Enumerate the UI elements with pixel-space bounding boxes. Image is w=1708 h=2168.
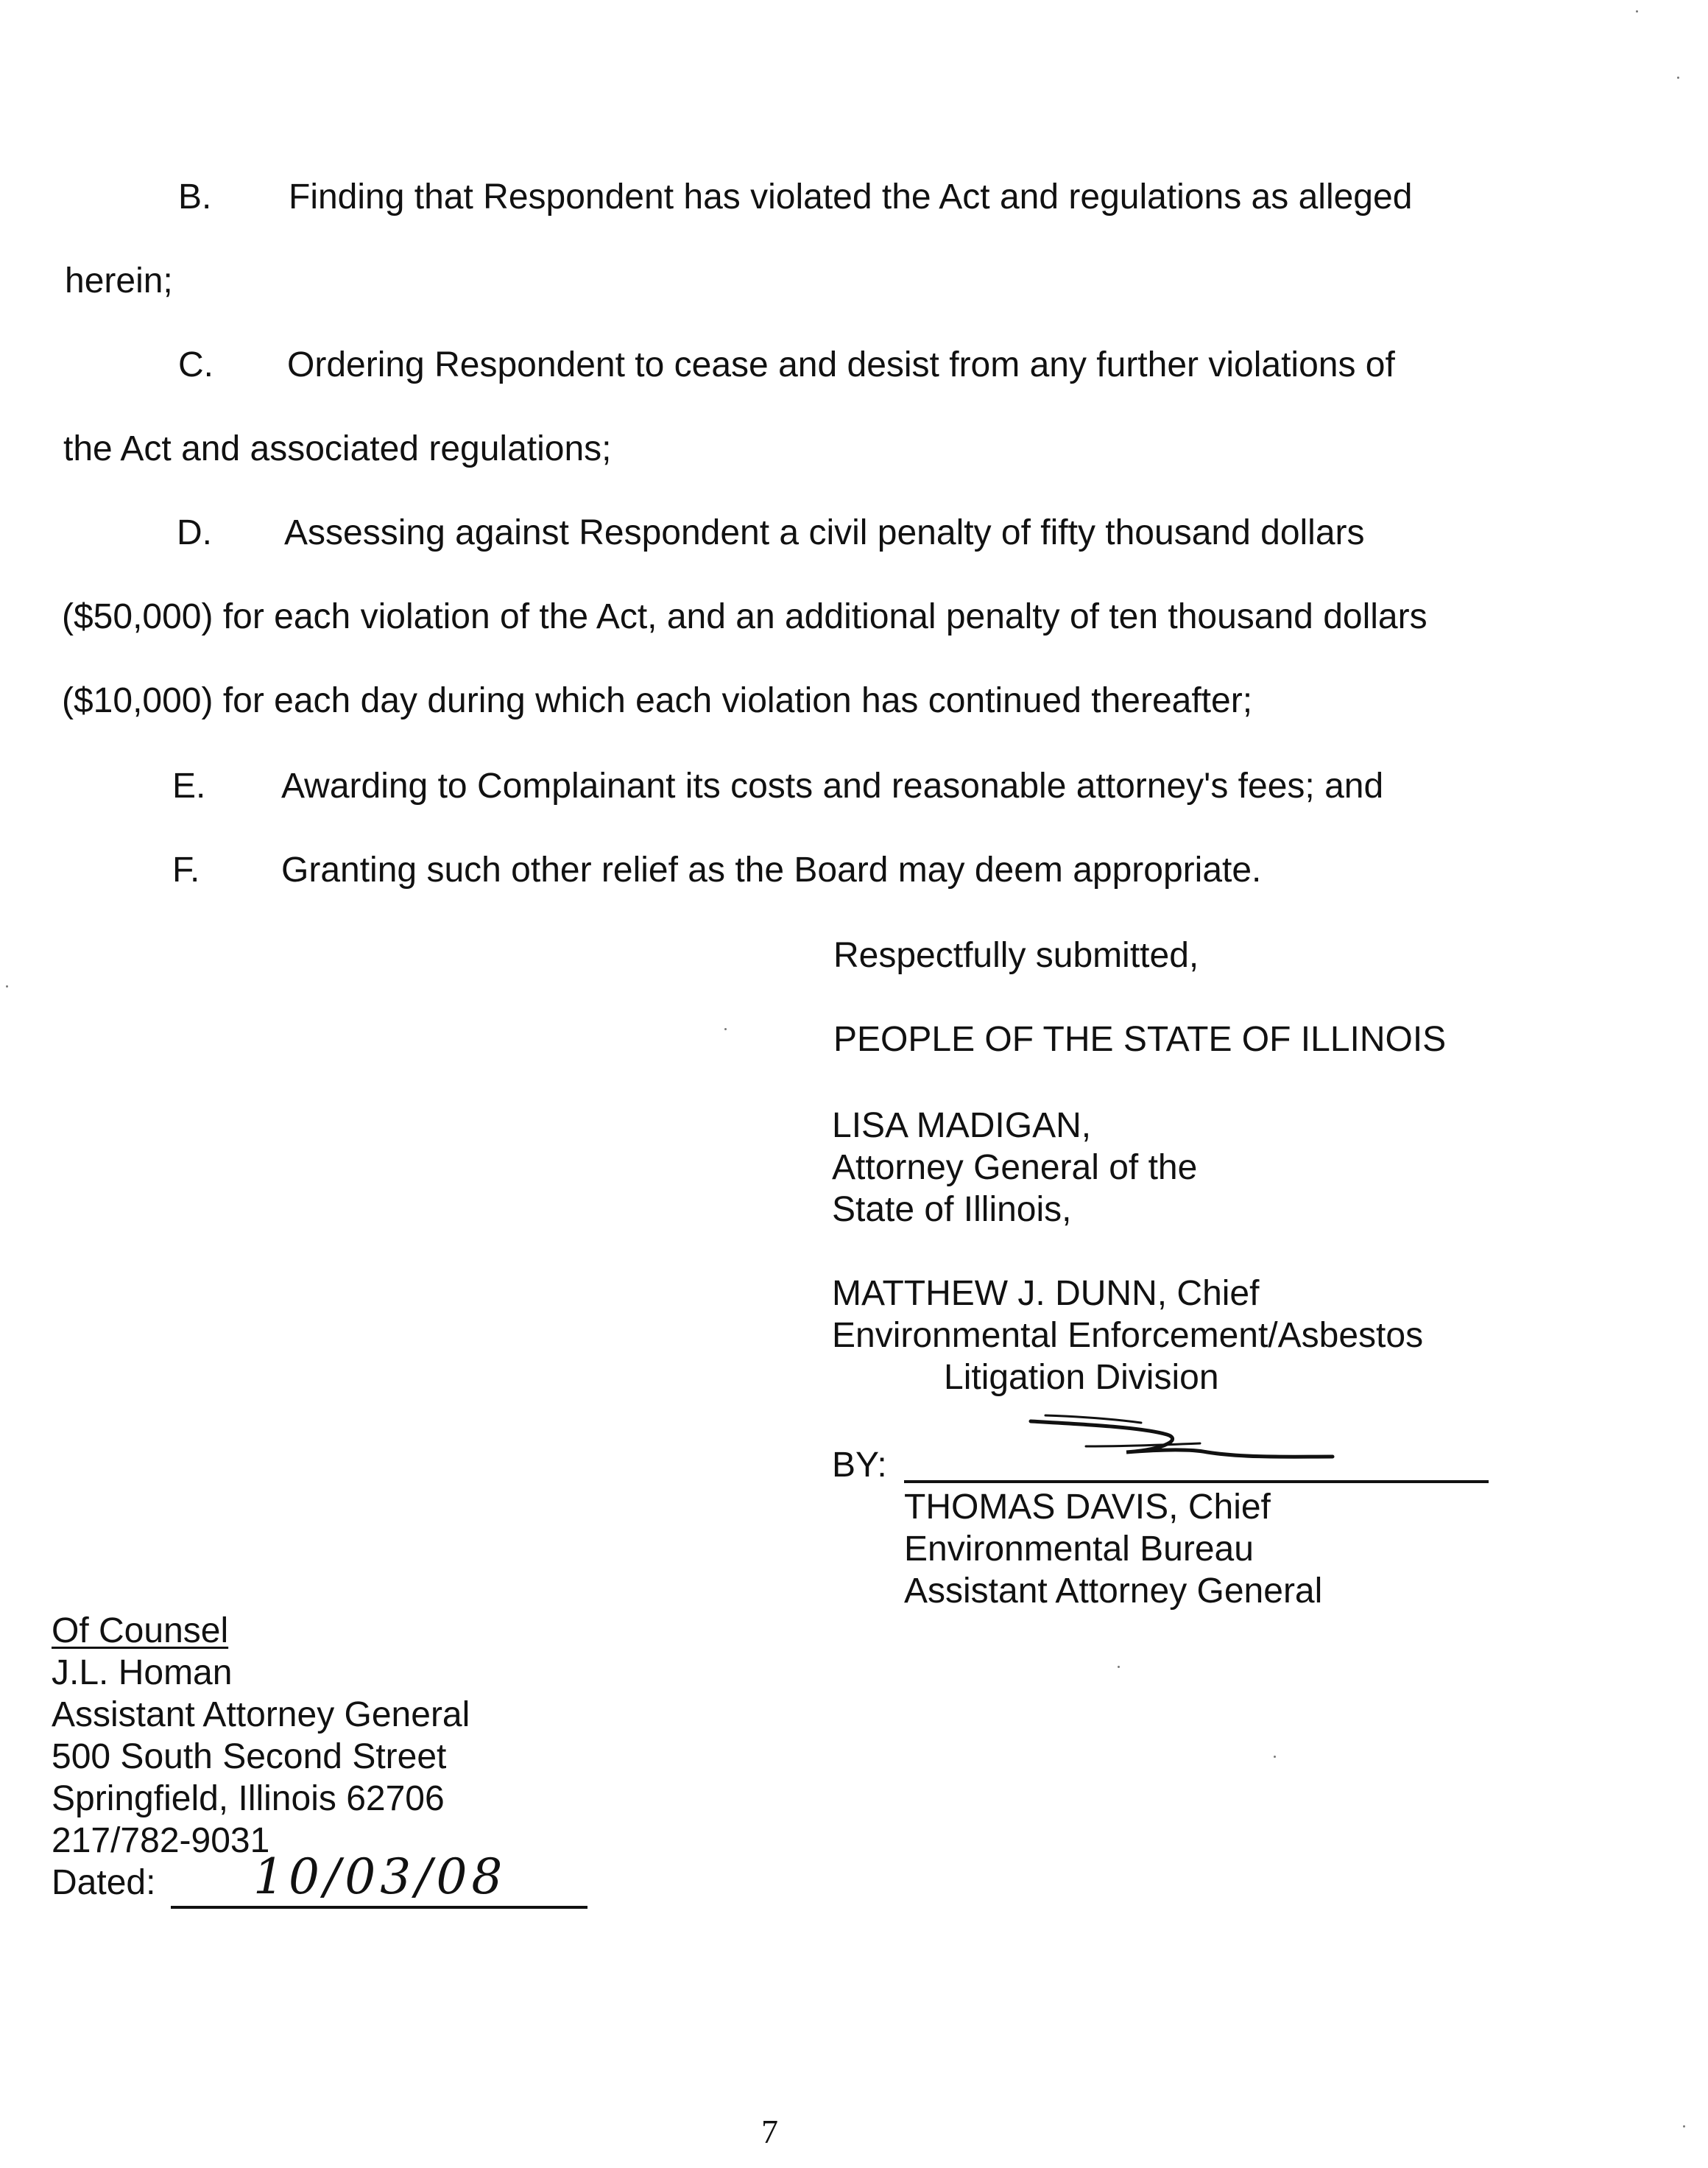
division-chief-title-line1: Environmental Enforcement/Asbestos xyxy=(832,1316,1424,1355)
signer-name: THOMAS DAVIS, Chief xyxy=(904,1488,1271,1527)
item-b-letter: B. xyxy=(178,177,212,217)
counsel-street: 500 South Second Street xyxy=(52,1737,447,1776)
scan-speck xyxy=(1636,10,1638,13)
dated-line xyxy=(171,1906,587,1909)
scan-speck xyxy=(1683,2125,1685,2127)
counsel-city: Springfield, Illinois 62706 xyxy=(52,1779,445,1818)
item-c-text-line1: Ordering Respondent to cease and desist from any further violations of xyxy=(287,345,1395,384)
signer-title-line1: Environmental Bureau xyxy=(904,1530,1254,1569)
item-f-text: Granting such other relief as the Board may deem appropriate. xyxy=(281,851,1262,890)
division-chief-name: MATTHEW J. DUNN, Chief xyxy=(832,1274,1260,1313)
division-chief-title-line2: Litigation Division xyxy=(944,1358,1219,1397)
counsel-phone: 217/782-9031 xyxy=(52,1821,270,1860)
counsel-title: Assistant Attorney General xyxy=(52,1695,470,1734)
attorney-general-block xyxy=(832,1105,1197,1231)
item-c-text-line2: the Act and associated regulations; xyxy=(63,429,612,468)
scan-speck xyxy=(724,1028,727,1030)
dated-value: 10/03/08 xyxy=(253,1848,507,1905)
item-d-text-line3: ($10,000) for each day during which each violation has continued thereafter; xyxy=(62,681,1253,720)
scan-speck xyxy=(1118,1666,1120,1668)
item-c-letter: C. xyxy=(178,345,214,384)
attorney-general-title-line1: Attorney General of the xyxy=(832,1148,1198,1187)
handwritten-signature xyxy=(1016,1407,1340,1473)
item-f-letter: F. xyxy=(172,851,200,890)
item-d-text-line2: ($50,000) for each violation of the Act, and an additional penalty of ten thousand dollars xyxy=(62,597,1428,636)
signer-block xyxy=(904,1486,1322,1612)
of-counsel-heading: Of Counsel xyxy=(52,1611,229,1650)
item-e-letter: E. xyxy=(172,767,206,806)
signature-line xyxy=(904,1480,1489,1483)
by-label: BY: xyxy=(832,1446,887,1485)
signer-title-line2: Assistant Attorney General xyxy=(904,1572,1323,1611)
item-e-text: Awarding to Complainant its costs and reasonable attorney's fees; and xyxy=(281,767,1384,806)
attorney-general-name: LISA MADIGAN, xyxy=(832,1106,1092,1145)
scan-speck xyxy=(6,985,8,988)
division-chief-block xyxy=(832,1273,1423,1398)
item-b-text-line2: herein; xyxy=(65,261,173,300)
item-d-text-line1: Assessing against Respondent a civil penalty of fifty thousand dollars xyxy=(284,513,1365,552)
party-name: PEOPLE OF THE STATE OF ILLINOIS xyxy=(833,1020,1447,1059)
scan-speck xyxy=(1274,1756,1276,1758)
dated-label: Dated: xyxy=(52,1863,156,1902)
closing-line: Respectfully submitted, xyxy=(833,936,1199,975)
counsel-name: J.L. Homan xyxy=(52,1653,233,1692)
attorney-general-title-line2: State of Illinois, xyxy=(832,1190,1072,1229)
scan-speck xyxy=(1677,77,1679,79)
page-number: 7 xyxy=(761,2113,778,2150)
item-d-letter: D. xyxy=(177,513,212,552)
item-b-text-line1: Finding that Respondent has violated the Act and regulations as alleged xyxy=(289,177,1413,217)
